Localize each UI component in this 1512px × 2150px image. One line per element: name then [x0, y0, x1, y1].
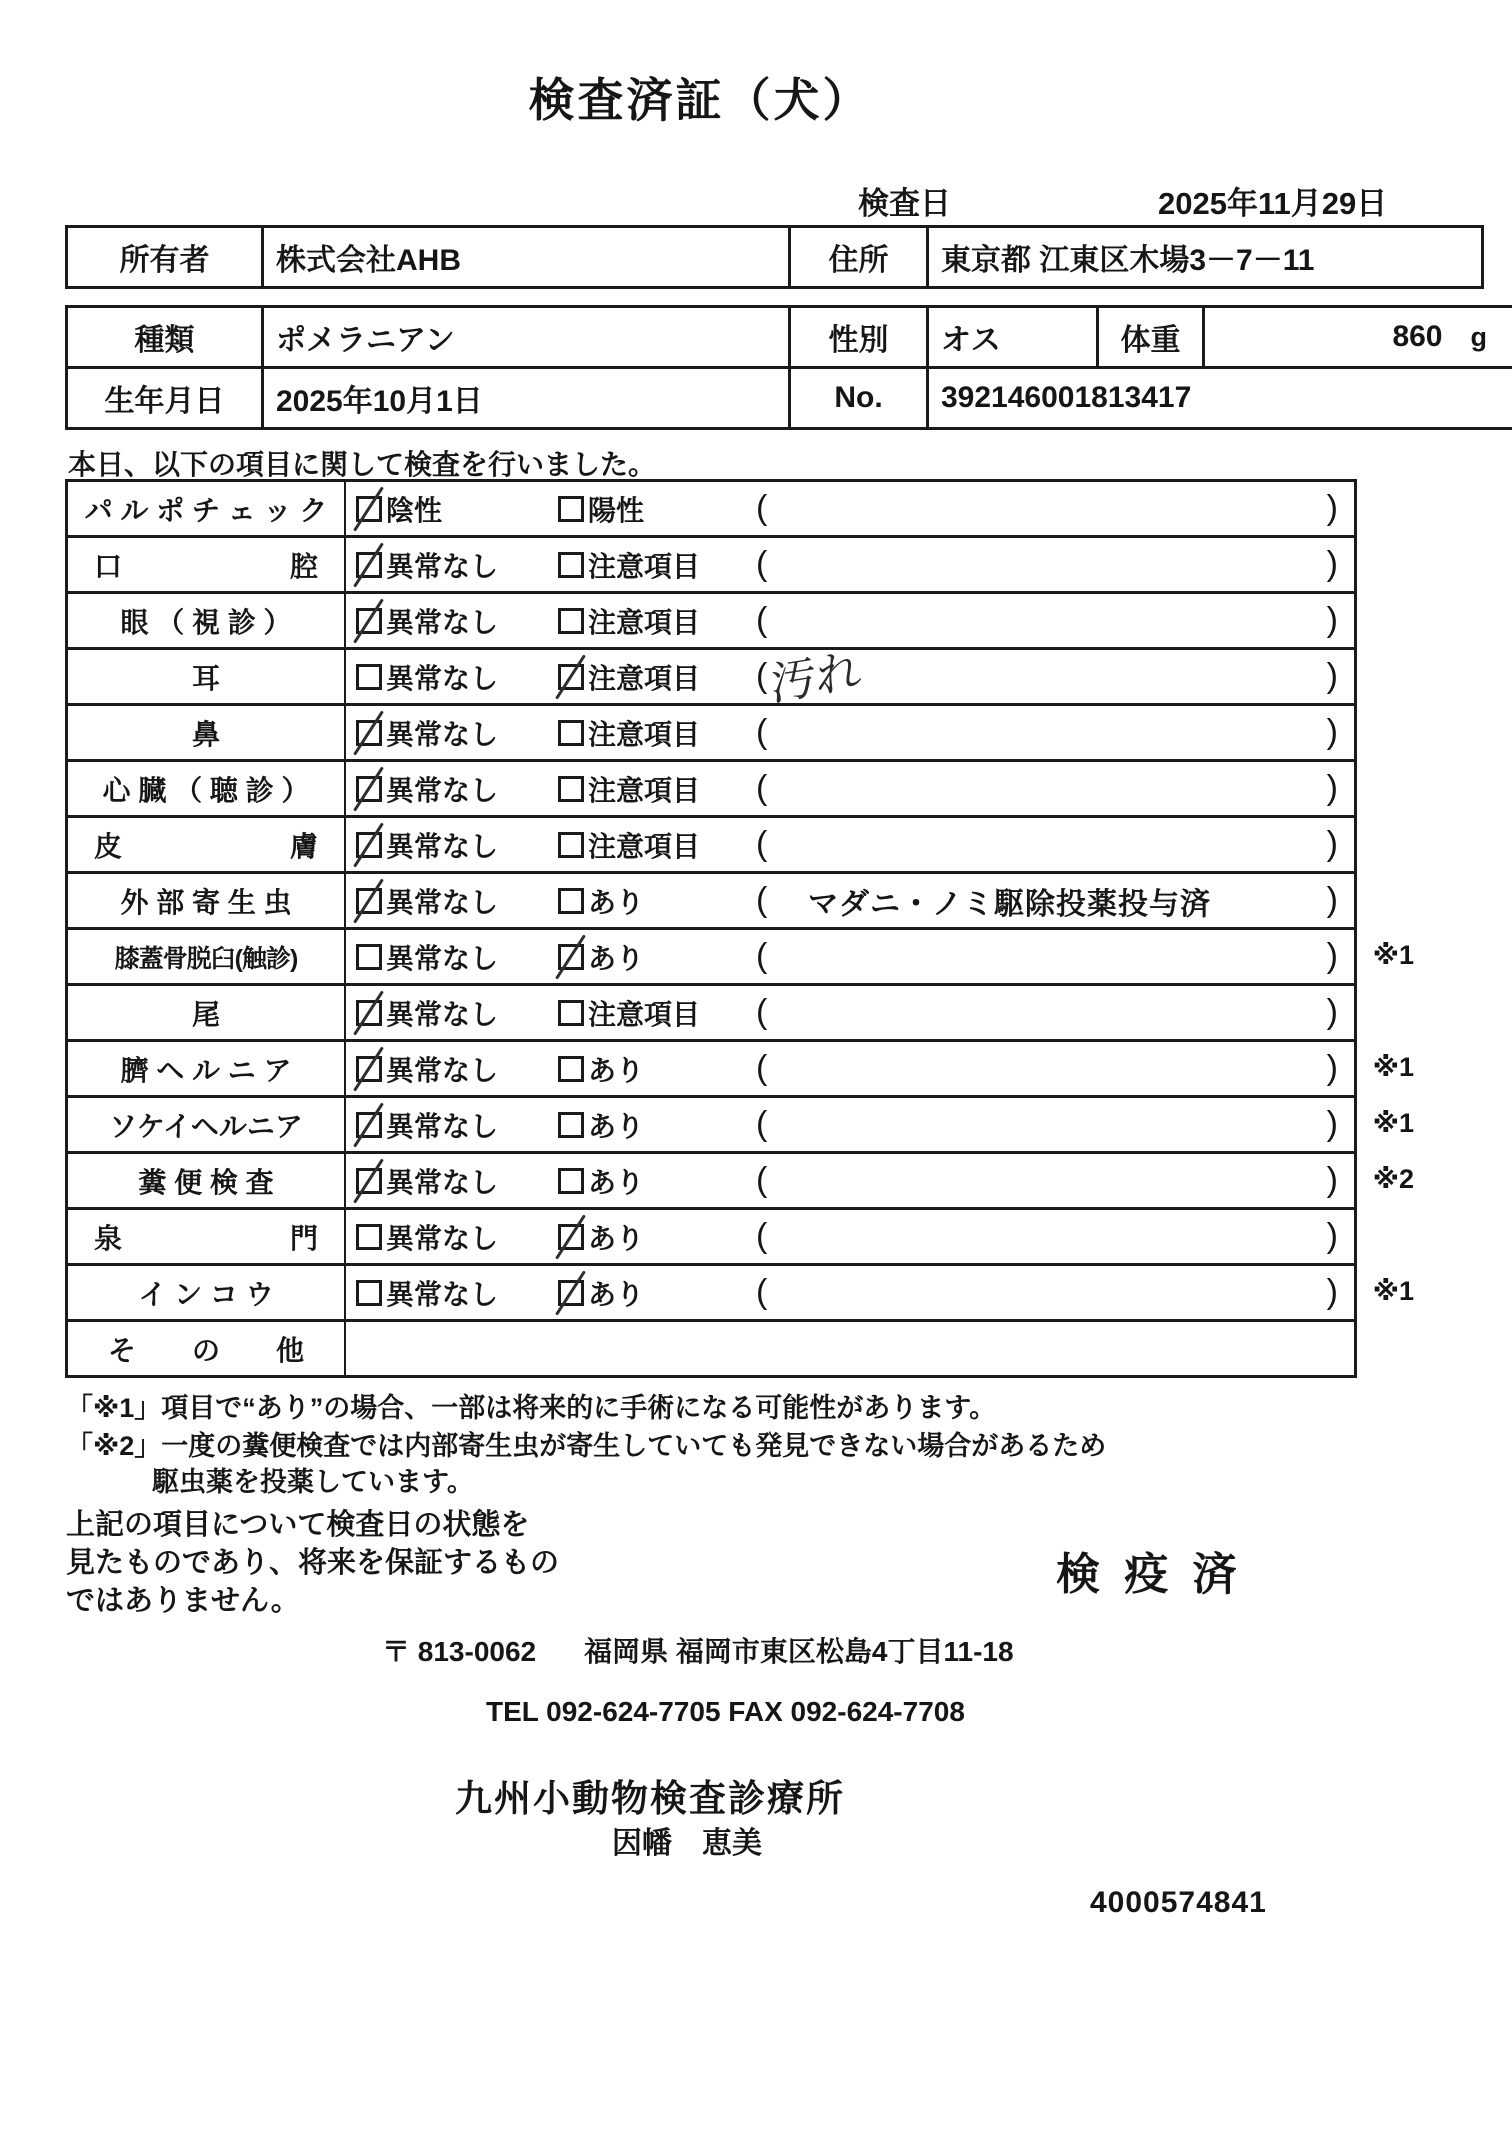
option-2-label: 注意項目 [588, 718, 701, 750]
checkbox-option-2 [558, 1112, 584, 1138]
inspection-row [68, 1266, 1414, 1322]
checkbox-option-1 [356, 888, 382, 914]
inspection-row [68, 930, 1414, 986]
option-1 [356, 601, 558, 641]
paren-open: ( [756, 769, 768, 807]
inspection-row [68, 538, 1354, 594]
option-1-label: 異常なし [386, 1110, 499, 1142]
inspection-row [68, 986, 1354, 1042]
checkbox-option-1 [356, 664, 382, 690]
option-2-label: 注意項目 [588, 830, 701, 862]
animal-row-1 [67, 307, 1512, 368]
paren-open: ( [756, 1273, 768, 1311]
option-1 [356, 1049, 558, 1089]
remarks-field [756, 601, 1354, 640]
option-2 [558, 881, 756, 921]
remarks-field [756, 643, 1354, 711]
option-1-label: 異常なし [386, 1222, 499, 1254]
checkbox-option-1 [356, 552, 382, 578]
paren-open: ( [756, 937, 768, 975]
checkbox-option-2 [558, 832, 584, 858]
remarks-field [756, 937, 1354, 976]
option-1-label: 異常なし [386, 1278, 499, 1310]
weight-unit: g [1470, 321, 1487, 352]
disclaimer-line-1: 上記の項目について検査日の状態を [66, 1509, 530, 1541]
option-1-label: 異常なし [386, 1166, 499, 1198]
inspection-row [68, 1098, 1414, 1154]
option-1-label: 異常なし [386, 998, 499, 1030]
option-2 [558, 657, 756, 697]
footnote-marker: ※1 [1372, 940, 1414, 970]
no-value: 392146001813417 [928, 368, 1512, 429]
checkbox-option-1 [356, 944, 382, 970]
inspection-row-content [346, 986, 1354, 1039]
option-1 [356, 825, 558, 865]
paren-open: ( [756, 825, 768, 863]
option-2-label: 注意項目 [588, 998, 701, 1030]
paren-open: ( [756, 881, 768, 919]
veterinarian-name: 因幡 恵美 [612, 1827, 762, 1860]
checkbox-option-2 [558, 496, 584, 522]
paren-open: ( [756, 545, 768, 583]
option-1-label: 異常なし [386, 718, 499, 750]
option-2 [558, 937, 756, 977]
option-1-label: 異常なし [386, 662, 499, 694]
intro-text: 本日、以下の項目に関して検査を行いました。 [68, 449, 657, 480]
inspection-row-content [346, 1322, 1354, 1375]
checkbox-option-2 [558, 720, 584, 746]
option-1 [356, 713, 558, 753]
inspection-item-label: 尾 [68, 986, 346, 1039]
inspection-row [68, 1210, 1354, 1266]
option-1-label: 陰性 [386, 494, 443, 526]
paren-close: ) [1326, 545, 1338, 583]
checkbox-option-2 [558, 1168, 584, 1194]
option-2-label: あり [588, 1110, 645, 1142]
paren-close: ) [1326, 1161, 1338, 1199]
remarks-text: 汚れ [770, 643, 862, 711]
inspection-row [68, 1042, 1414, 1098]
option-1 [356, 1105, 558, 1145]
option-2 [558, 1273, 756, 1313]
birthdate-label: 生年月日 [67, 368, 263, 429]
inspection-item-label: 泉 門 [68, 1210, 346, 1263]
option-2 [558, 1217, 756, 1257]
remarks-field [756, 881, 1354, 920]
inspection-row-content [346, 762, 1354, 815]
option-1 [356, 937, 558, 977]
inspection-row [68, 482, 1354, 538]
inspection-row-content [346, 482, 1354, 535]
checkbox-option-2 [558, 552, 584, 578]
checkbox-option-1 [356, 1168, 382, 1194]
paren-close: ) [1326, 825, 1338, 863]
inspection-row-content [346, 706, 1354, 759]
option-2 [558, 825, 756, 865]
inspection-item-label: パ ル ポ チ ェ ッ ク [68, 482, 346, 535]
no-label: No. [790, 368, 928, 429]
paren-open: ( [756, 1049, 768, 1087]
paren-close: ) [1326, 993, 1338, 1031]
page-title: 検査済証（犬） [528, 74, 872, 126]
option-2-label: 注意項目 [588, 774, 701, 806]
disclaimer-line-3: ではありません。 [66, 1585, 300, 1617]
remarks-field [756, 1273, 1354, 1312]
owner-label: 所有者 [67, 227, 263, 288]
footnote-3: 駆虫薬を投薬しています。 [152, 1467, 474, 1497]
inspection-date-label: 検査日 [858, 186, 951, 221]
inspection-row [68, 643, 1354, 711]
inspection-row-content [346, 1042, 1354, 1095]
sex-label: 性別 [790, 307, 928, 368]
quarantine-stamp: 検 疫 済 [1056, 1550, 1243, 1599]
checkbox-option-1 [356, 1280, 382, 1306]
paren-close: ) [1326, 713, 1338, 751]
checkbox-option-1 [356, 776, 382, 802]
species-label: 種類 [67, 307, 263, 368]
option-2 [558, 769, 756, 809]
checkbox-option-2 [558, 1000, 584, 1026]
option-2 [558, 601, 756, 641]
inspection-table [65, 479, 1414, 1378]
option-2-label: あり [588, 1054, 645, 1086]
paren-open: ( [756, 993, 768, 1031]
option-2 [558, 993, 756, 1033]
checkbox-option-1 [356, 720, 382, 746]
paren-open: ( [756, 1217, 768, 1255]
footnote-marker: ※1 [1372, 1276, 1414, 1306]
checkbox-option-2 [558, 664, 584, 690]
inspection-item-label: 耳 [68, 650, 346, 703]
inspection-row [68, 1154, 1414, 1210]
disclaimer-line-2: 見たものであり、将来を保証するもの [66, 1547, 560, 1579]
inspection-row-content [346, 930, 1354, 983]
paren-close: ) [1326, 1273, 1338, 1311]
option-2-label: 注意項目 [588, 606, 701, 638]
checkbox-option-2 [558, 608, 584, 634]
option-2-label: あり [588, 1222, 645, 1254]
address-label: 住所 [790, 227, 928, 288]
inspection-item-label: 糞 便 検 査 [68, 1154, 346, 1207]
option-2 [558, 1105, 756, 1145]
checkbox-option-1 [356, 496, 382, 522]
checkbox-option-2 [558, 1224, 584, 1250]
inspection-item-label: 皮 膚 [68, 818, 346, 871]
owner-table [65, 225, 1484, 289]
remarks-field [756, 1049, 1354, 1088]
animal-row-2 [67, 368, 1512, 429]
inspection-item-label: 眼 （ 視 診 ） [68, 594, 346, 647]
animal-table [65, 305, 1512, 430]
inspection-item-label: 膝蓋骨脱臼(触診) [68, 930, 346, 983]
inspection-row [68, 818, 1354, 874]
inspection-row-content [346, 818, 1354, 871]
paren-close: ) [1326, 657, 1338, 695]
checkbox-option-1 [356, 1224, 382, 1250]
remarks-field [756, 1217, 1354, 1256]
option-2-label: 注意項目 [588, 550, 701, 582]
remarks-field [756, 545, 1354, 584]
paren-open: ( [756, 713, 768, 751]
serial-number: 4000574841 [1090, 1886, 1267, 1919]
checkbox-option-2 [558, 1280, 584, 1306]
checkbox-option-2 [558, 888, 584, 914]
option-1 [356, 1161, 558, 1201]
option-1 [356, 489, 558, 529]
option-1 [356, 657, 558, 697]
inspection-item-label: そ の 他 [68, 1322, 346, 1375]
option-2-label: あり [588, 886, 645, 918]
footnote-1: 「※1」項目で“あり”の場合、一部は将来的に手術になる可能性があります。 [66, 1393, 997, 1423]
checkbox-option-1 [356, 1056, 382, 1082]
option-1 [356, 1217, 558, 1257]
paren-open: ( [756, 1105, 768, 1143]
weight-label: 体重 [1098, 307, 1204, 368]
remarks-field [756, 1161, 1354, 1200]
remarks-field [756, 489, 1354, 528]
option-2 [558, 489, 756, 529]
option-1-label: 異常なし [386, 774, 499, 806]
remarks-field [756, 713, 1354, 752]
option-1 [356, 993, 558, 1033]
inspection-item-label: 心 臓 （ 聴 診 ） [68, 762, 346, 815]
sex-value: オス [928, 307, 1098, 368]
paren-close: ) [1326, 881, 1338, 919]
clinic-postal-line [382, 1630, 1014, 1670]
checkbox-option-1 [356, 608, 382, 634]
footnote-marker: ※1 [1372, 1108, 1414, 1138]
inspection-row [68, 762, 1354, 818]
option-2-label: 陽性 [588, 494, 645, 526]
remarks-field [756, 825, 1354, 864]
inspection-item-label: 臍 ヘ ル ニ ア [68, 1042, 346, 1095]
checkbox-option-2 [558, 776, 584, 802]
remarks-field [756, 993, 1354, 1032]
paren-close: ) [1326, 1049, 1338, 1087]
option-1 [356, 545, 558, 585]
option-2 [558, 1049, 756, 1089]
owner-row [67, 227, 1483, 288]
paren-close: ) [1326, 769, 1338, 807]
inspection-row [68, 874, 1354, 930]
inspection-item-label: イ ン コ ウ [68, 1266, 346, 1319]
inspection-row-content [346, 643, 1354, 711]
inspection-row-content [346, 1266, 1354, 1319]
inspection-date-value: 2025年11月29日 [1158, 186, 1388, 221]
paren-open: ( [756, 657, 768, 695]
option-2-label: あり [588, 942, 645, 974]
clinic-name: 九州小動物検査診療所 [455, 1778, 845, 1819]
option-1 [356, 881, 558, 921]
clinic-tel-fax: TEL 092-624-7705 FAX 092-624-7708 [486, 1696, 965, 1727]
weight-value: 860 [1392, 320, 1443, 353]
option-2 [558, 713, 756, 753]
footnote-marker: ※2 [1372, 1164, 1414, 1194]
checkbox-option-1 [356, 1000, 382, 1026]
paren-close: ) [1326, 1217, 1338, 1255]
inspection-row-content [346, 1210, 1354, 1263]
paren-open: ( [756, 489, 768, 527]
birthdate-value: 2025年10月1日 [263, 368, 790, 429]
paren-close: ) [1326, 1105, 1338, 1143]
option-1-label: 異常なし [386, 942, 499, 974]
species-value: ポメラニアン [263, 307, 790, 368]
inspection-item-label: 外 部 寄 生 虫 [68, 874, 346, 927]
option-2 [558, 1161, 756, 1201]
inspection-row-content [346, 1098, 1354, 1151]
owner-value: 株式会社AHB [263, 227, 790, 288]
paren-close: ) [1326, 937, 1338, 975]
inspection-row-content [346, 874, 1354, 927]
inspection-item-label: ソケイヘルニア [68, 1098, 346, 1151]
inspection-row [68, 594, 1354, 650]
option-1-label: 異常なし [386, 830, 499, 862]
option-1 [356, 769, 558, 809]
paren-close: ) [1326, 601, 1338, 639]
checkbox-option-1 [356, 1112, 382, 1138]
option-1-label: 異常なし [386, 886, 499, 918]
option-2-label: あり [588, 1166, 645, 1198]
inspection-row [68, 1322, 1354, 1375]
checkbox-option-1 [356, 832, 382, 858]
inspection-row [68, 706, 1354, 762]
address-value: 東京都 江東区木場3－7－11 [928, 227, 1483, 288]
option-1-label: 異常なし [386, 1054, 499, 1086]
footnote-marker: ※1 [1372, 1052, 1414, 1082]
clinic-address: 福岡県 福岡市東区松島4丁目11-18 [584, 1636, 1014, 1667]
option-2-label: 注意項目 [588, 662, 701, 694]
paren-close: ) [1326, 489, 1338, 527]
inspection-row-content [346, 538, 1354, 591]
inspection-row-content [346, 1154, 1354, 1207]
inspection-item-label: 口 腔 [68, 538, 346, 591]
remarks-field [756, 769, 1354, 808]
option-2 [558, 545, 756, 585]
postal-code: 〒 813-0062 [382, 1636, 537, 1667]
footnote-2: 「※2」一度の糞便検査では内部寄生虫が寄生していても発見できない場合があるため [66, 1431, 1107, 1461]
option-1-label: 異常なし [386, 606, 499, 638]
checkbox-option-2 [558, 944, 584, 970]
paren-open: ( [756, 1161, 768, 1199]
paren-open: ( [756, 601, 768, 639]
option-2-label: あり [588, 1278, 645, 1310]
checkbox-option-2 [558, 1056, 584, 1082]
remarks-field [756, 1105, 1354, 1144]
weight-cell [1204, 307, 1512, 368]
inspection-item-label: 鼻 [68, 706, 346, 759]
remarks-text: マダニ・ノミ駆除投薬投与済 [808, 887, 1211, 921]
option-1 [356, 1273, 558, 1313]
option-1-label: 異常なし [386, 550, 499, 582]
